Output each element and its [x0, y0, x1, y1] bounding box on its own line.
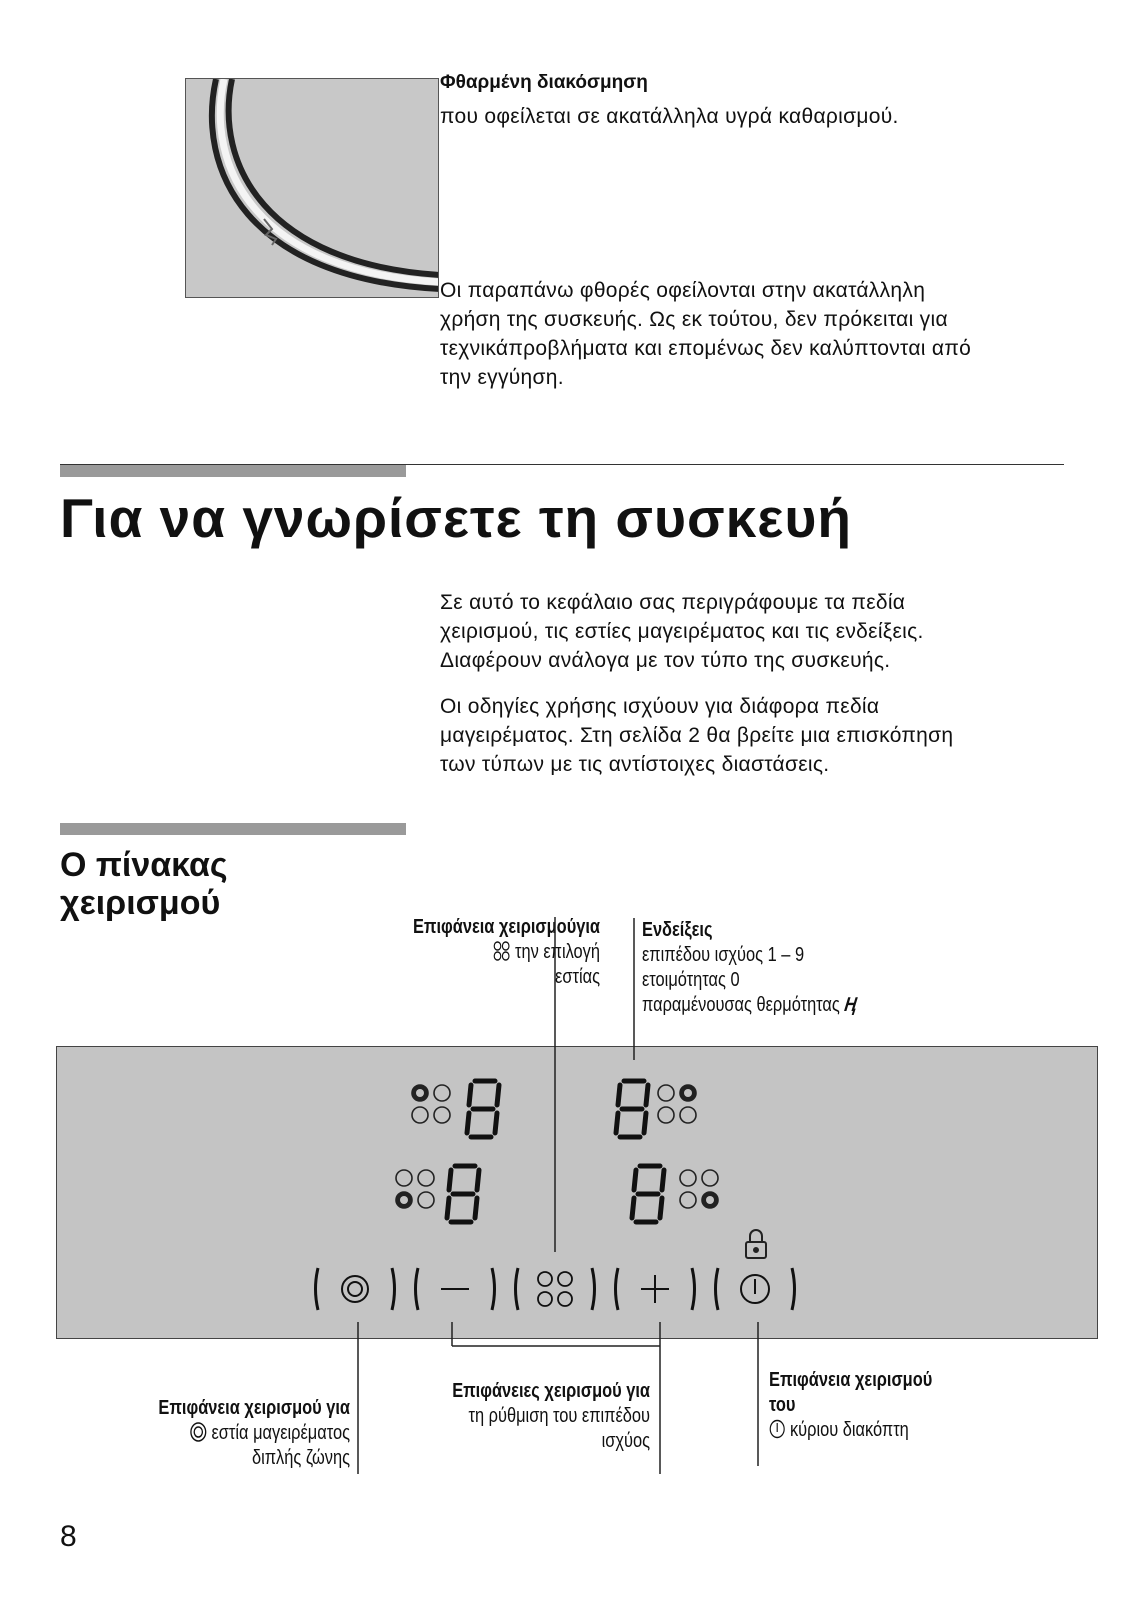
- label-title: Επιφάνειες χειρισμού για: [452, 1380, 650, 1402]
- warranty-line: χρήση της συσκευής. Ως εκ τούτου, δεν πρόκειται για: [440, 308, 948, 331]
- label-title: Επιφάνεια χειρισμούγια: [412, 916, 600, 938]
- label-line: την επιλογή: [514, 941, 600, 963]
- subheading-line: Ο πίνακας: [60, 846, 228, 884]
- intro-line: χειρισμού, τις εστίες μαγειρέματος και τις ενδείξεις.: [440, 620, 924, 643]
- label-line: εστία μαγειρέματος: [211, 1422, 350, 1444]
- lock-icon: [746, 1230, 766, 1258]
- dual-zone-icon: [342, 1276, 368, 1302]
- plus-icon: [641, 1275, 669, 1303]
- page-heading: Για να γνωρίσετε τη συσκευή: [60, 487, 853, 549]
- intro-line: Σε αυτό το κεφάλαιο σας περιγράφουμε τα πεδία: [440, 591, 906, 614]
- subheading-line: χειρισμού: [60, 884, 221, 922]
- damage-title: Φθαρμένη διακόσμηση: [440, 72, 648, 93]
- hob-icon-rear-left: [396, 1170, 434, 1208]
- label-line: ισχύος: [601, 1430, 650, 1452]
- page-number: 8: [60, 1520, 77, 1553]
- label-line: ετοιμότητας 0: [642, 969, 740, 991]
- hob-icon-front-left: [412, 1085, 450, 1123]
- label-line: διπλής ζώνης: [251, 1447, 350, 1469]
- hob-icon-rear-right: [680, 1170, 718, 1208]
- label-dual-zone: [71, 1396, 350, 1471]
- hob-select-icon: [538, 1272, 572, 1306]
- power-icon: [769, 1419, 790, 1441]
- intro-line: μαγειρέματος. Στη σελίδα 2 θα βρείτε μια επισκόπηση: [440, 724, 954, 747]
- label-line: τη ρύθμιση του επιπέδου: [468, 1405, 650, 1427]
- damage-description: που οφείλεται σε ακατάλληλα υγρά καθαρισμού.: [440, 105, 899, 128]
- label-line: παραμένουσας θερμότητας: [642, 994, 840, 1016]
- label-title: του: [769, 1394, 796, 1416]
- label-line: κύριου διακόπτη: [789, 1419, 909, 1441]
- label-line: επιπέδου ισχύος 1 – 9: [642, 944, 805, 966]
- digit-display-rear-right: [632, 1166, 664, 1222]
- digit-display-front-left: [467, 1081, 499, 1137]
- plus-button[interactable]: [612, 1264, 698, 1314]
- label-title: Επιφάνεια χειρισμού για: [158, 1397, 350, 1419]
- hob-select-button[interactable]: [512, 1264, 598, 1314]
- main-switch-button[interactable]: [712, 1264, 798, 1314]
- warranty-line: τεχνικάπροβλήματα και επομένως δεν καλύπτονται από: [440, 337, 972, 360]
- power-icon: [741, 1275, 769, 1303]
- dual-zone-icon: [189, 1422, 212, 1444]
- minus-button[interactable]: [412, 1264, 498, 1314]
- digit-display-rear-left: [447, 1166, 479, 1222]
- intro-line: Οι οδηγίες χρήσης ισχύουν για διάφορα πεδία: [440, 695, 880, 718]
- label-main-switch: [769, 1368, 1040, 1443]
- label-title: Ενδείξεις: [642, 919, 713, 941]
- warranty-line: την εγγύηση.: [440, 366, 564, 389]
- residual-heat-h-icon: Ⱨ: [842, 994, 858, 1016]
- label-power-level: [371, 1379, 650, 1454]
- hob-icon-front-right: [658, 1085, 696, 1123]
- digit-display-front-right: [616, 1081, 648, 1137]
- label-title: Επιφάνεια χειρισμού: [769, 1369, 933, 1391]
- dual-zone-button[interactable]: [312, 1264, 398, 1314]
- label-line: εστίας: [555, 966, 600, 988]
- intro-line: Διαφέρουν ανάλογα με τον τύπο της συσκευής.: [440, 649, 891, 672]
- warranty-line: Οι παραπάνω φθορές οφείλονται στην ακατάλληλη: [440, 279, 926, 302]
- intro-line: των τύπων με τις αντίστοιχες διαστάσεις.: [440, 753, 830, 776]
